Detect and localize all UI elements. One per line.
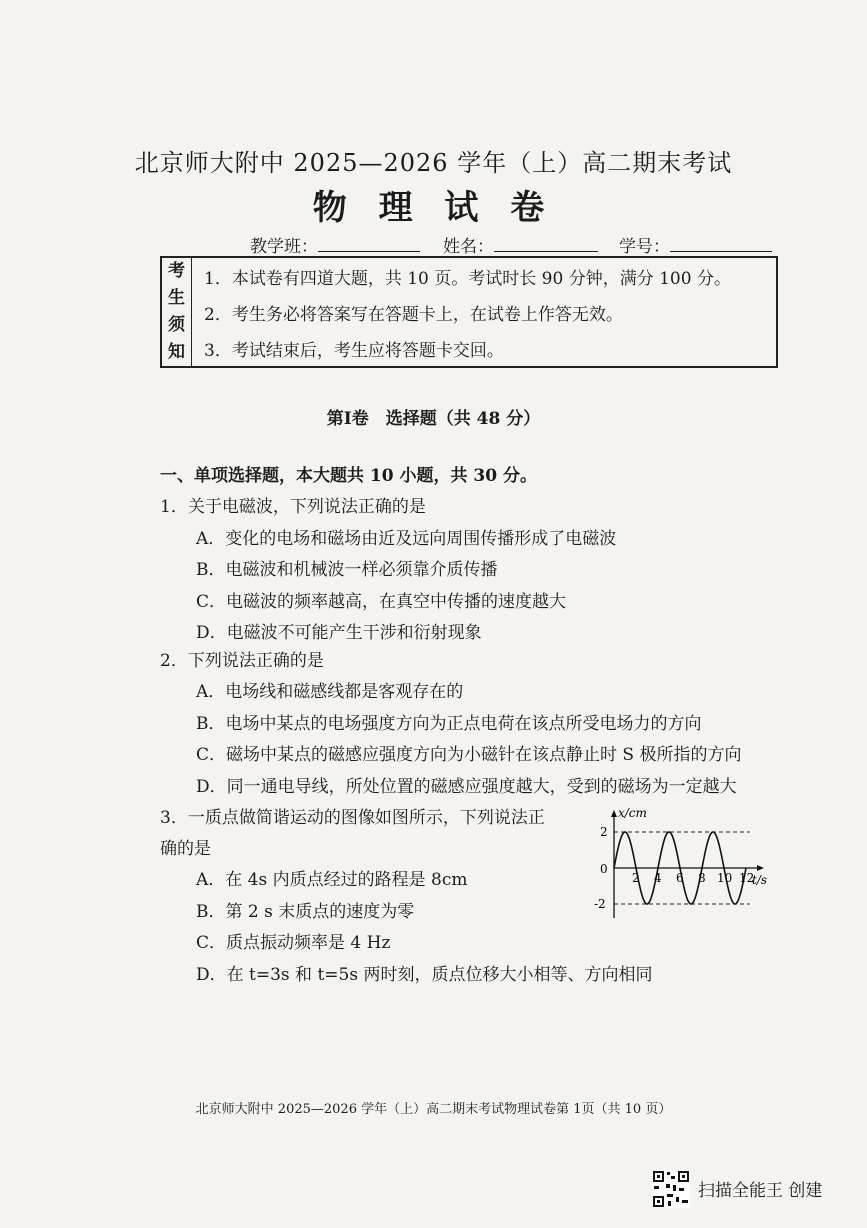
field-name xyxy=(443,232,598,257)
question-2-stem: 2．下列说法正确的是 xyxy=(160,651,324,671)
question-1-option-a: A．变化的电场和磁场由近及远向周围传播形成了电磁波 xyxy=(196,529,617,549)
x-tick-label: 6 xyxy=(676,871,684,885)
question-3-option-a: A．在 4s 内质点经过的路程是 8cm xyxy=(196,870,468,890)
field-id-blank xyxy=(670,237,772,252)
question-2-option-b: B．电场中某点的电场强度方向为正点电荷在该点所受电场力的方向 xyxy=(196,714,702,734)
question-1-option-b: B．电磁波和机械波一样必须靠介质传播 xyxy=(196,560,498,580)
page-footer: 北京师大附中 2025—2026 学年（上）高二期末考试物理试卷第 1页（共 10 页） xyxy=(195,1102,672,1117)
field-id-label: 学号： xyxy=(619,237,670,257)
y-tick-label: -2 xyxy=(594,897,606,911)
notice-side-char: 须 xyxy=(168,315,185,335)
x-tick-label: 12 xyxy=(739,871,755,885)
question-3-option-c: C．质点振动频率是 4 Hz xyxy=(196,933,391,953)
question-3-stem-cont: 确的是 xyxy=(160,839,211,859)
x-tick-label: 10 xyxy=(717,871,733,885)
x-tick-label: 2 xyxy=(632,871,640,885)
volume-title: 第Ⅰ卷 选择题（共 48 分） xyxy=(326,409,541,429)
question-1-option-d: D．电磁波不可能产生干涉和衍射现象 xyxy=(196,623,482,643)
question-1-option-c: C．电磁波的频率越高，在真空中传播的速度越大 xyxy=(196,592,567,612)
question-3-stem: 3．一质点做简谐运动的图像如图所示，下列说法正 xyxy=(160,808,545,828)
notice-side-char: 生 xyxy=(168,288,185,308)
field-id xyxy=(619,232,772,257)
notice-item: 3．考试结束后，考生应将答题卡交回。 xyxy=(204,341,504,361)
x-axis-arrow xyxy=(757,865,764,871)
y-tick-label: 2 xyxy=(600,825,608,839)
section-heading: 一、单项选择题，本大题共 10 小题，共 30 分。 xyxy=(160,466,537,486)
notice-side-char: 知 xyxy=(168,342,185,362)
field-name-label: 姓名： xyxy=(443,237,494,257)
question-3-option-b: B．第 2 s 末质点的速度为零 xyxy=(196,902,415,922)
field-class xyxy=(250,232,420,257)
exam-title: 北京师大附中 2025—2026 学年（上）高二期末考试 xyxy=(134,149,733,177)
question-2-option-c: C．磁场中某点的磁感应强度方向为小磁针在该点静止时 S 极所指的方向 xyxy=(196,745,742,765)
scanner-brand: 扫描全能王 创建 xyxy=(698,1181,823,1201)
displacement-time-chart xyxy=(588,800,788,920)
field-class-label: 教学班： xyxy=(250,237,318,257)
y-axis-label: x/cm xyxy=(618,806,647,820)
notice-side-char: 考 xyxy=(168,261,185,281)
x-tick-label: 4 xyxy=(654,871,662,885)
notice-item: 1．本试卷有四道大题，共 10 页。考试时长 90 分钟，满分 100 分。 xyxy=(204,269,731,289)
x-axis-label: t/s xyxy=(752,873,768,887)
question-2-option-d: D．同一通电导线，所处位置的磁感应强度越大，受到的磁场为一定越大 xyxy=(196,777,737,797)
notice-side-label xyxy=(162,258,192,366)
subject-title: 物 理 试 卷 xyxy=(312,188,555,228)
origin-label: 0 xyxy=(600,862,608,876)
y-axis-arrow xyxy=(611,810,617,817)
field-class-blank xyxy=(318,237,420,252)
question-1-stem: 1．关于电磁波，下列说法正确的是 xyxy=(160,497,426,517)
notice-box xyxy=(160,256,778,368)
notice-item: 2．考生务必将答案写在答题卡上，在试卷上作答无效。 xyxy=(204,305,623,325)
question-3-option-d: D．在 t=3s 和 t=5s 两时刻，质点位移大小相等、方向相同 xyxy=(196,965,653,985)
question-2-option-a: A．电场线和磁感线都是客观存在的 xyxy=(196,682,464,702)
x-tick-label: 8 xyxy=(698,871,706,885)
qr-code-logo xyxy=(652,1170,690,1208)
field-name-blank xyxy=(494,237,598,252)
